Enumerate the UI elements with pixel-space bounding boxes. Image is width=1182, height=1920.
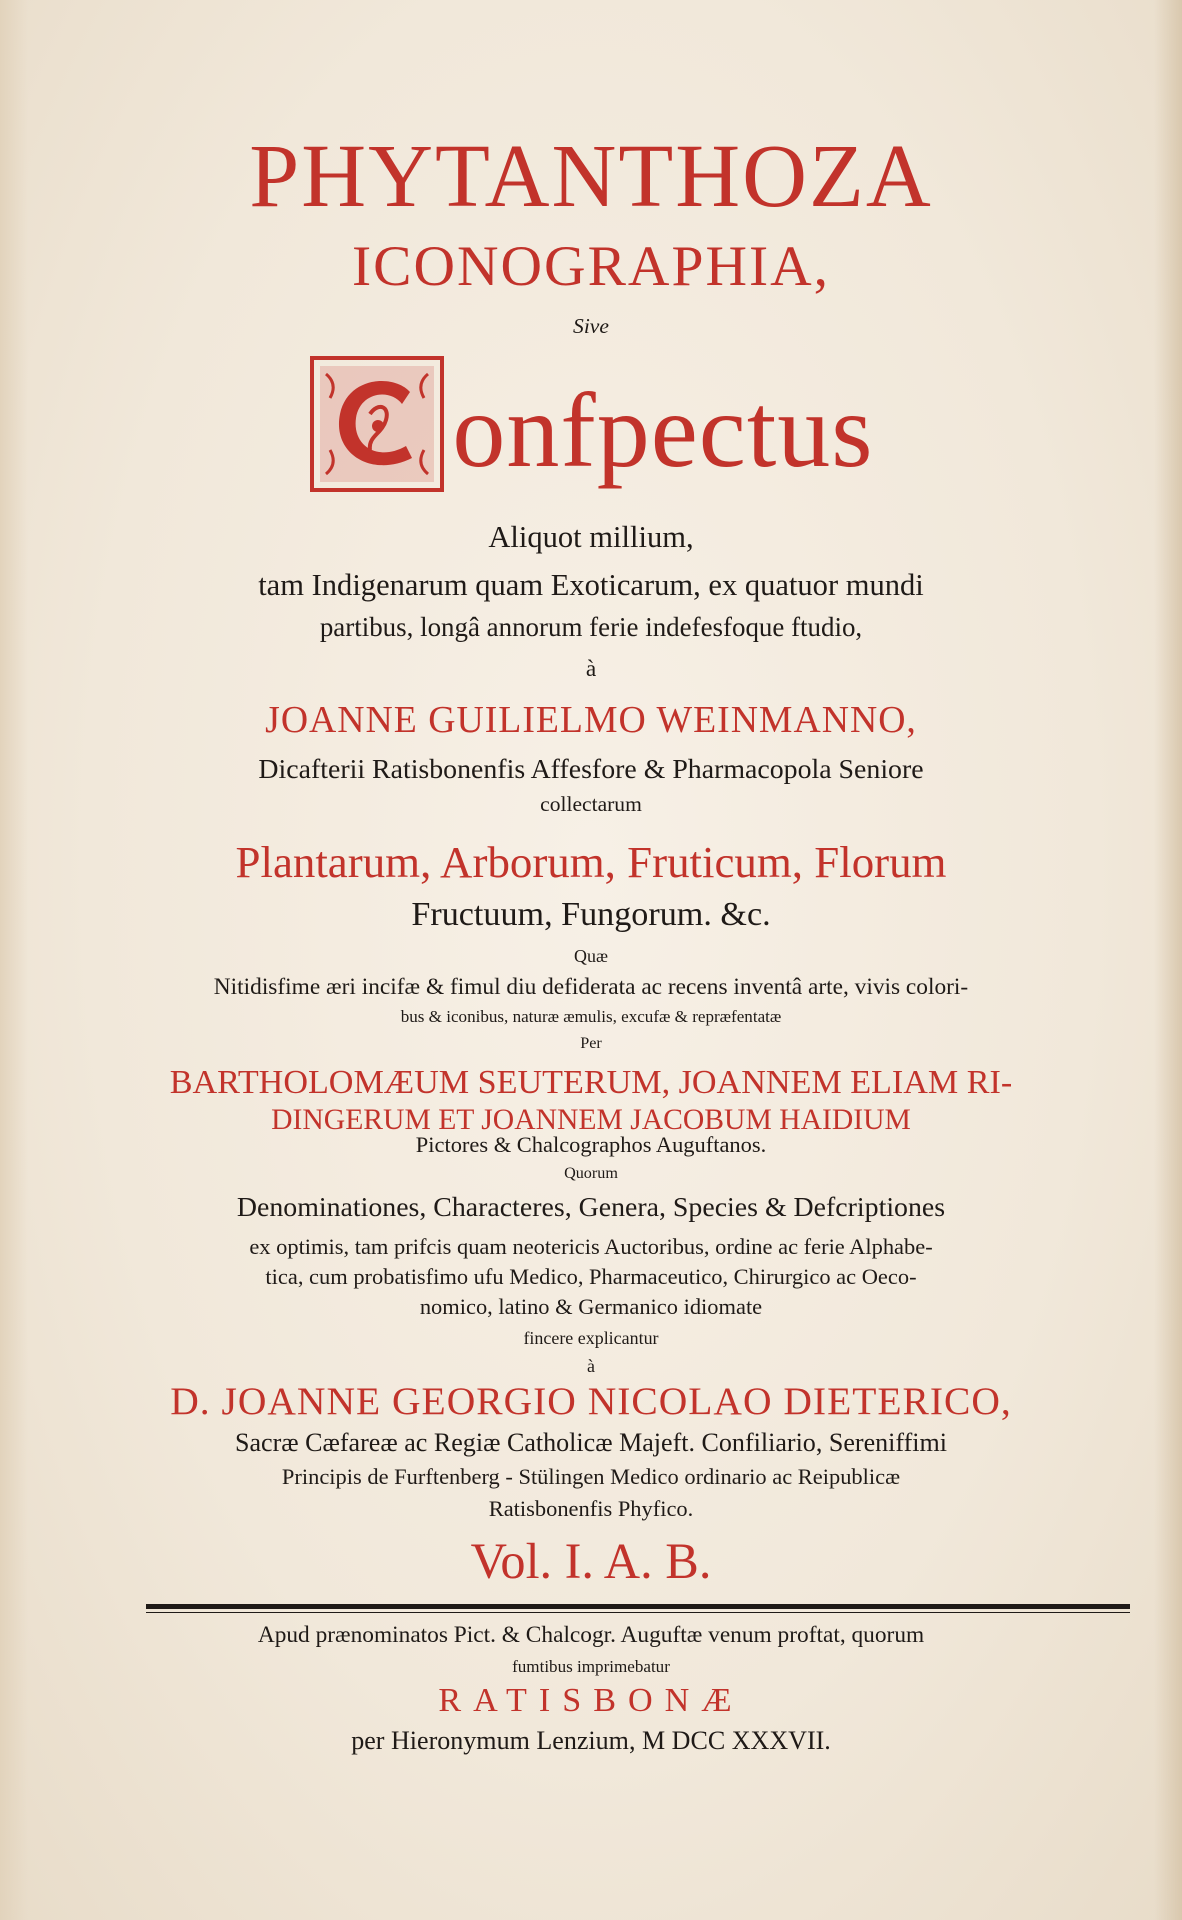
volume-line: Vol. I. A. B.	[470, 1533, 712, 1589]
quorum-line: Quorum	[564, 1165, 618, 1182]
ratisbonensis-line: Ratisbonenfis Phyfico.	[488, 1496, 694, 1521]
main-title: PHYTANTHOZA	[249, 127, 933, 226]
a-line-1: à	[585, 656, 597, 682]
author-dieterich: D. JOANNE GEORGIO NICOLAO DIETERICO,	[170, 1379, 1012, 1423]
sive-text: Sive	[573, 314, 609, 338]
printer-line: per Hieronymum Lenzium, M DCC XXXVII.	[351, 1726, 831, 1755]
ex-optimis-line: ex optimis, tam prifcis quam neotericis Auctoribus, ordine ac ferie Alphabe-	[249, 1234, 933, 1259]
sumtibus-line: fumtibus imprimebatur	[512, 1657, 670, 1676]
principis-line: Principis de Furftenberg - Stülingen Medico ordinario ac Reipublicæ	[281, 1464, 901, 1489]
thin-rule	[146, 1612, 1130, 1613]
engravers-line-2: DINGERUM ET JOANNEM JACOBUM HAIDIUM	[271, 1104, 911, 1136]
fructuum-line: Fructuum, Fungorum. &c.	[411, 896, 771, 933]
partibus-line: partibus, longâ annorum ferie indefesfoque ftudio,	[319, 612, 863, 642]
author-weinmann: JOANNE GUILIELMO WEINMANNO,	[265, 699, 917, 741]
bus-line: bus & iconibus, naturæ æmulis, excufæ & repræfentatæ	[400, 1007, 782, 1026]
subtitle: ICONOGRAPHIA,	[351, 235, 831, 298]
a-line-2: à	[587, 1356, 595, 1376]
tam-line: tam Indigenarum quam Exoticarum, ex quatuor mundi	[258, 568, 924, 602]
conspectus-rest: onfpectus	[452, 372, 874, 489]
plantarum-line: Plantarum, Arborum, Fruticum, Florum	[235, 837, 947, 887]
pictores-line: Pictores & Chalcographos Auguftanos.	[415, 1132, 767, 1157]
nitidissime-line: Nitidisfime æri incifæ & fimul diu defiderata ac recens inventâ arte, vivis colori-	[213, 974, 969, 1000]
collectarum-line: collectarum	[540, 792, 642, 816]
sincere-line: fincere explicantur	[523, 1328, 659, 1348]
decorated-initial-c-icon	[308, 354, 446, 494]
quae-line: Quæ	[574, 946, 608, 966]
conspectus-title	[0, 354, 1182, 494]
city-line: RATISBONÆ	[438, 1682, 744, 1719]
engravers-line-1: BARTHOLOMÆUM SEUTERUM, JOANNEM ELIAM RI-	[169, 1064, 1013, 1101]
thick-rule	[146, 1604, 1130, 1609]
apud-line: Apud prænominatos Pict. & Chalcogr. Auguftæ venum proftat, quorum	[257, 1622, 925, 1648]
tica-line: tica, cum probatisfimo ufu Medico, Pharmaceutico, Chirurgico ac Oeco-	[265, 1264, 917, 1289]
dicasterii-line: Dicafterii Ratisbonenfis Affesfore & Pharmacopola Seniore	[258, 754, 924, 785]
sacrae-line: Sacræ Cæfareæ ac Regiæ Catholicæ Majeft. Confiliario, Sereniffimi	[234, 1428, 948, 1457]
denominationes-line: Denominationes, Characteres, Genera, Species & Defcriptiones	[236, 1192, 946, 1223]
per-line: Per	[580, 1035, 602, 1052]
aliquot-line: Aliquot millium,	[488, 520, 694, 554]
nomico-line: nomico, latino & Germanico idiomate	[419, 1294, 763, 1319]
